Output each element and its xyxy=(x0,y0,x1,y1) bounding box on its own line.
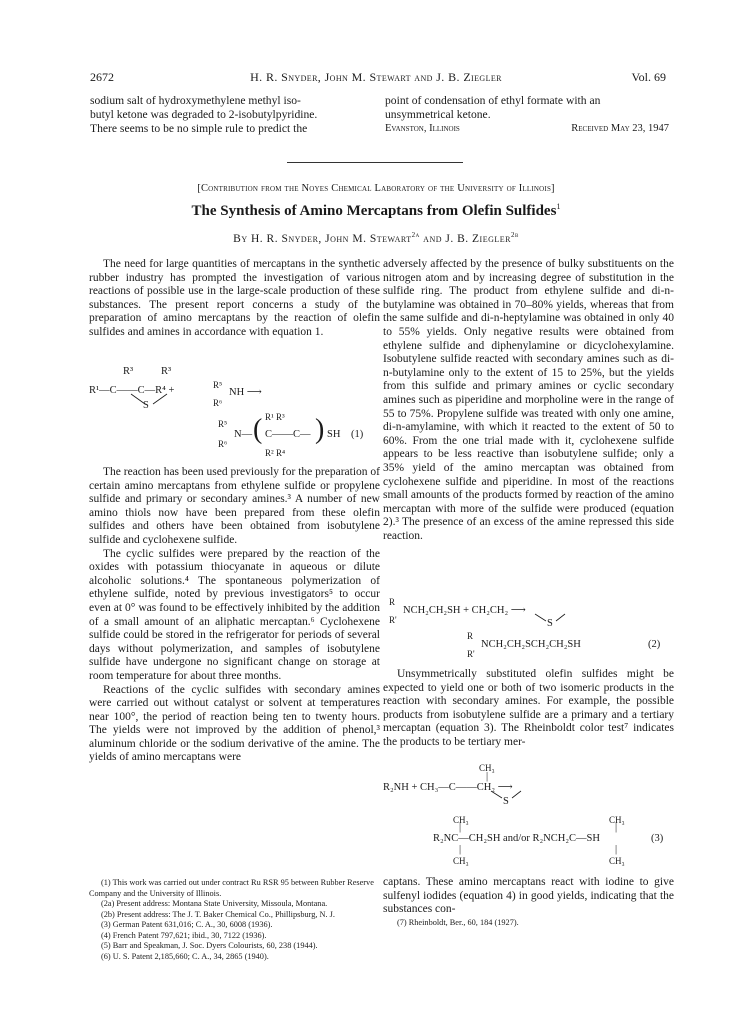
eq-label: R⁵ xyxy=(218,419,228,429)
byline xyxy=(0,231,752,245)
sulfide-ring-bonds xyxy=(487,790,527,800)
bond-vertical: | xyxy=(615,844,618,855)
eq-label: R² R⁴ xyxy=(265,448,286,458)
eq-label: CH₃ xyxy=(479,763,495,773)
left-column xyxy=(89,258,380,340)
eq-text: NCH₂CH₂SCH₂CH₂SH xyxy=(481,639,581,650)
equation-number: (3) xyxy=(651,833,664,844)
equation-2 xyxy=(383,596,674,666)
eq-label: CH₃ xyxy=(609,856,625,866)
eq-label: S xyxy=(143,400,149,411)
footnote: (5) Barr and Speakman, J. Soc. Dyers Colourists, 60, 238 (1944). xyxy=(101,941,318,950)
eq-label: R⁶ xyxy=(213,398,223,408)
title-footnote-mark: 1 xyxy=(556,202,561,211)
footnote: (2b) Present address: The J. T. Baker Chemical Co., Phillipsburg, N. J. xyxy=(101,909,335,919)
page-number: 2672 xyxy=(90,70,114,84)
paren-right: ) xyxy=(315,414,325,445)
paragraph: captans. These amino mercaptans react with iodine to give sulfenyl iodides (equation 4) in good yields, indicating that the substances con- xyxy=(383,876,674,916)
text-line: unsymmetrical ketone. xyxy=(385,108,491,121)
paragraph: The cyclic sulfides were prepared by the reaction of the oxides with potassium thiocyanate in aqueous or dilute alcoholic solutions.⁴ The spontaneous polymerization of ethylene sulfide, noted by previous investigators⁵ to occur even at 0° was found to be effectively inhibited by the addition of a small amount of an aliphatic mercaptan.⁶ Cyclohexene sulfide could be stored in the refrigerator for periods of several days without polymerization, and samples of isobutylene sulfide have undergone no significant change on storage at room temperature for about three months. xyxy=(89,547,380,682)
eq-text: R¹—C——C—R⁴ + xyxy=(89,385,175,396)
top-left-text xyxy=(90,94,378,136)
paragraph: Reactions of the cyclic sulfides with secondary amines were carried out without catalyst or solvent at temperatures near 100°, the period of reaction being ten to twenty hours. The yields were not improved by the addition of phenol,³ aluminum chloride or the sodium derivative of the amine. The yields of amino mercaptans were xyxy=(89,683,380,764)
eq-label: R¹ R³ xyxy=(265,412,285,422)
eq-label: S xyxy=(547,618,553,629)
bond-vertical: | xyxy=(459,844,462,855)
eq-label: R³ xyxy=(123,366,134,377)
running-header-authors: H. R. Snyder, John M. Stewart and J. B. Ziegler xyxy=(250,70,502,84)
eq-label: CH₃ xyxy=(453,856,469,866)
eq-text: R₂NH + CH₃—C——CH₂ ⟶ xyxy=(383,782,513,793)
contribution-line: [Contribution from the Noyes Chemical Laboratory of the University of Illinois] xyxy=(197,183,555,194)
byline-text: By H. R. Snyder, John M. Stewart xyxy=(233,232,412,245)
paren-left: ( xyxy=(253,414,263,445)
eq-text: C——C— xyxy=(265,429,311,440)
eq-label: S xyxy=(503,796,509,807)
footnote: (6) U. S. Patent 2,185,660; C. A., 34, 2865 (1940). xyxy=(101,951,269,961)
eq-text: SH xyxy=(327,429,341,440)
top-right-text xyxy=(385,94,669,136)
eq-text: N— xyxy=(234,429,253,440)
eq-label: R' xyxy=(389,615,397,625)
right-column-end xyxy=(383,876,674,917)
eq-label: R' xyxy=(467,649,475,659)
bond-vertical: | xyxy=(459,822,462,833)
eq-label: R xyxy=(467,631,474,641)
received-date: Received May 23, 1947 xyxy=(571,123,669,134)
footnote: (4) French Patent 797,621; ibid., 30, 7122 (1936). xyxy=(101,930,267,940)
volume-label: Vol. 69 xyxy=(631,70,666,84)
equation-number: (1) xyxy=(351,429,364,440)
footnote: (3) German Patent 631,016; C. A., 30, 6008 (1936). xyxy=(101,920,273,929)
eq-label: R⁵ xyxy=(213,380,223,390)
location: Evanston, Illinois xyxy=(385,123,460,134)
eq-text: R₂NC—CH₂SH and/or R₂NCH₂C—SH xyxy=(433,833,600,844)
text-line: butyl ketone was degraded to 2-isobutylpyridine. xyxy=(90,108,318,121)
eq-label: R⁶ xyxy=(218,439,228,449)
footnote-7: (7) Rheinboldt, Ber., 60, 184 (1927). xyxy=(397,918,519,927)
sulfide-ring-bonds xyxy=(531,613,571,623)
eq-label: CH₃ xyxy=(609,815,625,825)
article-title xyxy=(0,202,752,220)
equation-1 xyxy=(89,366,380,466)
eq-label: CH₃ xyxy=(453,815,469,825)
sulfide-ring-bonds xyxy=(127,392,177,406)
eq-text: NCH₂CH₂SH + CH₂CH₂ ⟶ xyxy=(403,605,526,616)
eq-text: NH ⟶ xyxy=(229,387,262,398)
paragraph: adversely affected by the presence of bulky substituents on the nitrogen atom and by increasing degree of substitution in the sulfide ring. The product from ethylene sulfide and di-n-butylamine was obtained in 70–80% yields, whereas that from the same sulfide and di-n-heptylamine was obtained in only 40 to 55% yields. Only negative results were obtained from ethylene sulfide and diphenylamine or dicyclohexylamine. Isobutylene sulfide reacted with secondary amines such as di-n-butylamine only to the extent of 15 to 25%, but the yields from this sulfide and primary amines or cyclic secondary amines such as piperidine and morpholine were in the range of 55 to 75%. Propylene sulfide was treated with only one amine, di-n-amylamine, with which it reacted to the extent of 50 to 60%. From the one trial made with it, cyclohexene sulfide appears to be less reactive than isobutylene sulfide; only a 35% yield of the amino mercaptan was obtained from cyclohexene sulfide and piperidine. In most of the reactions small amounts of the products formed by reaction of the amino mercaptan with more of the sulfide were produced (equation 2).³ The presence of an excess of the amine repressed this side reaction. xyxy=(383,258,674,542)
location-row xyxy=(385,122,669,136)
eq-label: R xyxy=(389,597,396,607)
right-column xyxy=(383,258,674,543)
footnote: (2a) Present address: Montana State University, Missoula, Montana. xyxy=(101,899,328,908)
text-line: point of condensation of ethyl formate with an xyxy=(385,94,601,107)
paragraph: Unsymmetrically substituted olefin sulfides might be expected to yield one or both of two isomeric products in the reaction with secondary amines. For example, the possible products from isobutylene sulfide are a primary and a tertiary mercaptan (equation 3). The Rheinboldt color test⁷ indicates the products to be tertiary mer- xyxy=(383,668,674,748)
equation-3 xyxy=(383,762,674,870)
equation-number: (2) xyxy=(648,639,661,650)
right-column-body xyxy=(383,668,674,750)
bond-vertical: | xyxy=(486,771,489,782)
left-column-body xyxy=(89,466,380,765)
byline-text: and J. B. Ziegler xyxy=(419,232,511,245)
text-line: sodium salt of hydroxymethylene methyl iso- xyxy=(90,94,301,107)
article-title-text: The Synthesis of Amino Mercaptans from Olefin Sulfides xyxy=(191,203,557,219)
byline-mark: 2a xyxy=(411,231,420,239)
footnote: (1) This work was carried out under contract Ru RSR 95 between Rubber Reserve Company and the University of Illinois. xyxy=(89,878,374,898)
section-divider xyxy=(287,162,463,163)
paragraph: The reaction has been used previously for the preparation of certain amino mercaptans from ethylene sulfide or propylene sulfide and primary or secondary amines.³ A number of new amino thiols now have been prepared from these olefin sulfides and others have been obtained from isobutylene sulfide and cyclohexene sulfide. xyxy=(89,466,380,546)
text-line: There seems to be no simple rule to predict the xyxy=(90,122,308,135)
byline-mark: 2b xyxy=(511,231,519,239)
footnotes xyxy=(89,878,380,962)
paragraph: The need for large quantities of mercaptans in the synthetic rubber industry has prompted the investigation of various reactions of possible use in the large-scale production of these substances. The present report concerns a study of the preparation of amino mercaptans by the reaction of olefin sulfides and amines in accordance with equation 1. xyxy=(89,258,380,338)
eq-label: R³ xyxy=(161,366,172,377)
bond-vertical: | xyxy=(615,822,618,833)
